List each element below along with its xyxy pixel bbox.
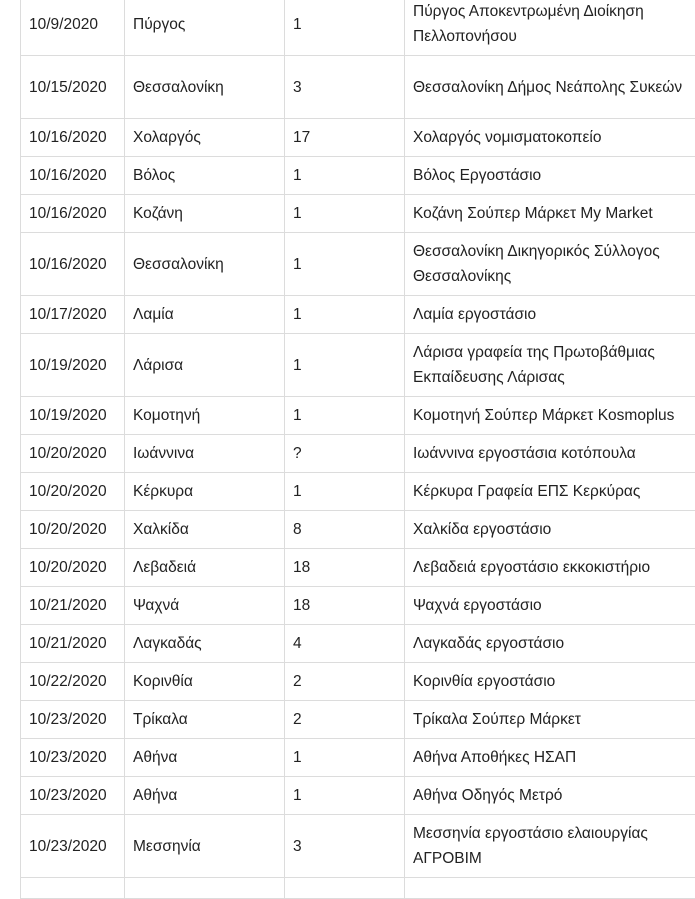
date-cell: 10/16/2020 [21, 157, 125, 195]
description-cell: Βόλος Εργοστάσιο [405, 157, 695, 195]
table-row [21, 195, 695, 233]
table-row [21, 777, 695, 815]
count-cell: 4 [285, 625, 405, 663]
date-cell: 10/20/2020 [21, 435, 125, 473]
empty-cell [125, 878, 285, 899]
empty-cell [285, 878, 405, 899]
city-cell: Ιωάννινα [125, 435, 285, 473]
city-cell: Λάρισα [125, 334, 285, 397]
city-cell: Τρίκαλα [125, 701, 285, 739]
description-cell: Κομοτηνή Σούπερ Μάρκετ Kosmoplus [405, 397, 695, 435]
city-cell: Χολαργός [125, 119, 285, 157]
date-cell: 10/23/2020 [21, 739, 125, 777]
city-cell: Κοζάνη [125, 195, 285, 233]
description-cell: Λαμία εργοστάσιο [405, 296, 695, 334]
city-cell: Λαμία [125, 296, 285, 334]
table-row [21, 0, 695, 56]
table-row [21, 56, 695, 119]
description-cell: Θεσσαλονίκη Δικηγορικός Σύλλογος Θεσσαλονίκης [405, 233, 695, 296]
count-cell: 18 [285, 587, 405, 625]
empty-cell [21, 878, 125, 899]
city-cell: Ψαχνά [125, 587, 285, 625]
table-row [21, 739, 695, 777]
count-cell: 1 [285, 334, 405, 397]
table-body [21, 0, 695, 899]
description-cell: Πύργος Αποκεντρωμένη Διοίκηση Πελλοπονήσου [405, 0, 695, 56]
table-row [21, 878, 695, 899]
count-cell: 1 [285, 739, 405, 777]
count-cell: 3 [285, 815, 405, 878]
table-row [21, 663, 695, 701]
description-cell: Λεβαδειά εργοστάσιο εκκοκιστήριο [405, 549, 695, 587]
count-cell: 1 [285, 195, 405, 233]
date-cell: 10/19/2020 [21, 397, 125, 435]
count-cell: 1 [285, 473, 405, 511]
date-cell: 10/9/2020 [21, 0, 125, 56]
city-cell: Λεβαδειά [125, 549, 285, 587]
table-row [21, 587, 695, 625]
date-cell: 10/22/2020 [21, 663, 125, 701]
description-cell: Αθήνα Οδηγός Μετρό [405, 777, 695, 815]
table-row [21, 334, 695, 397]
count-cell: 1 [285, 397, 405, 435]
date-cell: 10/20/2020 [21, 549, 125, 587]
city-cell: Μεσσηνία [125, 815, 285, 878]
table-row [21, 296, 695, 334]
table-row [21, 511, 695, 549]
table-row [21, 549, 695, 587]
date-cell: 10/16/2020 [21, 233, 125, 296]
description-cell: Λάρισα γραφεία της Πρωτοβάθμιας Εκπαίδευσης Λάρισας [405, 334, 695, 397]
date-cell: 10/15/2020 [21, 56, 125, 119]
table-row [21, 233, 695, 296]
table-row [21, 625, 695, 663]
table-row [21, 119, 695, 157]
description-cell: Τρίκαλα Σούπερ Μάρκετ [405, 701, 695, 739]
date-cell: 10/23/2020 [21, 701, 125, 739]
date-cell: 10/23/2020 [21, 777, 125, 815]
table-row [21, 473, 695, 511]
count-cell: 18 [285, 549, 405, 587]
description-cell: Κοζάνη Σούπερ Μάρκετ My Market [405, 195, 695, 233]
city-cell: Βόλος [125, 157, 285, 195]
date-cell: 10/21/2020 [21, 587, 125, 625]
count-cell: 8 [285, 511, 405, 549]
count-cell: 3 [285, 56, 405, 119]
cases-table [20, 0, 695, 899]
description-cell: Ιωάννινα εργοστάσια κοτόπουλα [405, 435, 695, 473]
date-cell: 10/16/2020 [21, 195, 125, 233]
description-cell: Μεσσηνία εργοστάσιο ελαιουργίας ΑΓΡΟΒΙΜ [405, 815, 695, 878]
count-cell: 1 [285, 0, 405, 56]
city-cell: Πύργος [125, 0, 285, 56]
count-cell: 17 [285, 119, 405, 157]
description-cell: Κορινθία εργοστάσιο [405, 663, 695, 701]
description-cell: Αθήνα Αποθήκες ΗΣΑΠ [405, 739, 695, 777]
date-cell: 10/20/2020 [21, 511, 125, 549]
count-cell: 2 [285, 663, 405, 701]
date-cell: 10/17/2020 [21, 296, 125, 334]
table-row [21, 815, 695, 878]
date-cell: 10/16/2020 [21, 119, 125, 157]
date-cell: 10/23/2020 [21, 815, 125, 878]
date-cell: 10/19/2020 [21, 334, 125, 397]
description-cell: Χαλκίδα εργοστάσιο [405, 511, 695, 549]
empty-cell [405, 878, 695, 899]
count-cell: 1 [285, 157, 405, 195]
table-row [21, 701, 695, 739]
description-cell: Θεσσαλονίκη Δήμος Νεάπολης Συκεών [405, 56, 695, 119]
city-cell: Αθήνα [125, 739, 285, 777]
count-cell: 2 [285, 701, 405, 739]
table-row [21, 157, 695, 195]
city-cell: Κέρκυρα [125, 473, 285, 511]
table-row [21, 435, 695, 473]
count-cell: 1 [285, 777, 405, 815]
table-row [21, 397, 695, 435]
city-cell: Αθήνα [125, 777, 285, 815]
description-cell: Κέρκυρα Γραφεία ΕΠΣ Κερκύρας [405, 473, 695, 511]
count-cell: 1 [285, 296, 405, 334]
description-cell: Χολαργός νομισματοκοπείο [405, 119, 695, 157]
date-cell: 10/20/2020 [21, 473, 125, 511]
city-cell: Λαγκαδάς [125, 625, 285, 663]
city-cell: Χαλκίδα [125, 511, 285, 549]
city-cell: Κορινθία [125, 663, 285, 701]
description-cell: Λαγκαδάς εργοστάσιο [405, 625, 695, 663]
city-cell: Θεσσαλονίκη [125, 233, 285, 296]
date-cell: 10/21/2020 [21, 625, 125, 663]
count-cell: ? [285, 435, 405, 473]
city-cell: Θεσσαλονίκη [125, 56, 285, 119]
city-cell: Κομοτηνή [125, 397, 285, 435]
description-cell: Ψαχνά εργοστάσιο [405, 587, 695, 625]
count-cell: 1 [285, 233, 405, 296]
